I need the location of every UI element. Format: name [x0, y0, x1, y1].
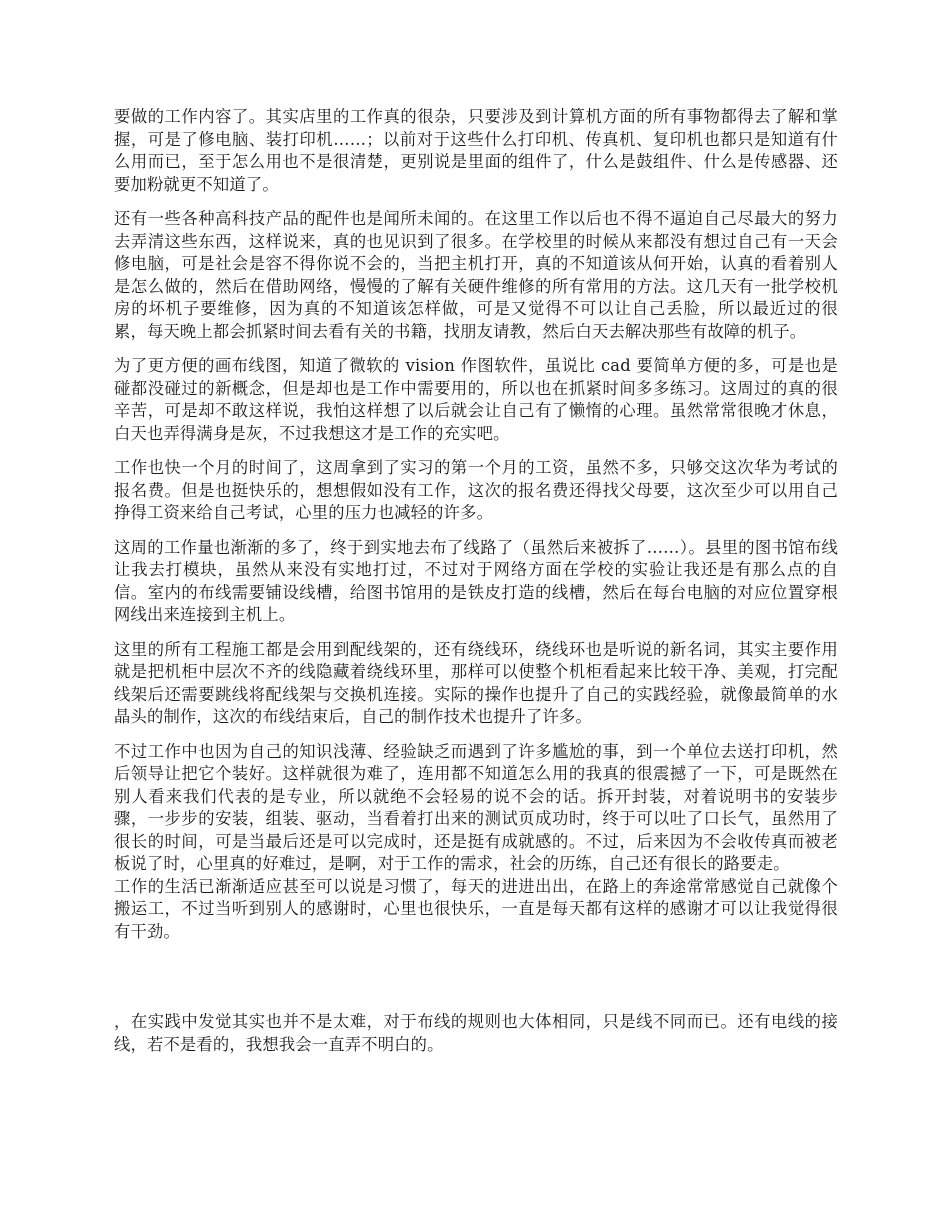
paragraph-8: 工作的生活已渐渐适应甚至可以说是习惯了，每天的进进出出，在路上的奔途常常感觉自己就像个搬运工，不过当听到别人的感谢时，心里也很快乐，一直是每天都有这样的感谢才可以让我觉得很有干劲。 — [114, 876, 838, 941]
document-page — [114, 106, 838, 1068]
paragraph-9: ，在实践中发觉其实也并不是太难，对于布线的规则也大体相同，只是线不同而已。还有电线的接线，若不是看的，我想我会一直弄不明白的。 — [114, 1012, 838, 1054]
paragraph-2: 还有一些各种高科技产品的配件也是闻所未闻的。在这里工作以后也不得不逼迫自己尽最大的努力去弄清这些东西，这样说来，真的也见识到了很多。在学校里的时候从来都没有想过自己有一天会修电脑，可是社会是容不得你说不会的，当把主机打开，真的不知道该从何开始，认真的看着别人是怎么做的，然后在借助网络，慢慢的了解有关硬件维修的所有常用的方法。这几天有一批学校机房的坏机子要维修，因为真的不知道该怎样做，可是又觉得不可以让自己丢脸，所以最近过的很累，每天晚上都会抓紧时间去看有关的书籍，找朋友请教，然后白天去解决那些有故障的机子。 — [114, 209, 838, 341]
paragraph-5: 这周的工作量也渐渐的多了，终于到实地去布了线路了（虽然后来被拆了……）。县里的图书馆布线让我去打模块，虽然从来没有实地打过，不过对于网络方面在学校的实验让我还是有那么点的自信。室内的布线需要铺设线槽，给图书馆用的是铁皮打造的线槽，然后在每台电脑的对应位置穿根网线出来连接到主机上。 — [114, 537, 838, 624]
paragraph-7: 不过工作中也因为自己的知识浅薄、经验缺乏而遇到了许多尴尬的事，到一个单位去送打印机，然后领导让把它个装好。这样就很为难了，连用都不知道怎么用的我真的很震撼了一下，可是既然在别人看来我们代表的是专业，所以就绝不会轻易的说不会的话。拆开封装，对着说明书的安装步骤，一步步的安装，组装、驱动，当看着打出来的测试页成功时，终于可以吐了口长气，虽然用了很长的时间，可是当最后还是可以完成时，还是挺有成就感的。不过，后来因为不会收传真而被老板说了时，心里真的好难过，是啊，对于工作的需求，社会的历练，自己还有很长的路要走。 — [114, 741, 838, 873]
paragraph-3: 为了更方便的画布线图，知道了微软的 vision 作图软件，虽说比 cad 要简单方便的多，可是也是碰都没碰过的新概念，但是却也是工作中需要用的，所以也在抓紧时间多多练习。这周过的真的很辛苦，可是却不敢这样说，我怕这样想了以后就会让自己有了懒惰的心理。虽然常常很晚才休息，白天也弄得满身是灰，不过我想这才是工作的充实吧。 — [114, 356, 838, 443]
blank-space — [114, 955, 838, 1011]
paragraph-1: 要做的工作内容了。其实店里的工作真的很杂，只要涉及到计算机方面的所有事物都得去了解和掌握，可是了修电脑、装打印机……；以前对于这些什么打印机、传真机、复印机也都只是知道有什么用而已，至于怎么用也不是很清楚，更别说是里面的组件了，什么是鼓组件、什么是传感器、还要加粉就更不知道了。 — [114, 107, 838, 194]
paragraph-4: 工作也快一个月的时间了，这周拿到了实习的第一个月的工资，虽然不多，只够交这次华为考试的报名费。但是也挺快乐的，想想假如没有工作，这次的报名费还得找父母要，这次至少可以用自己挣得工资来给自己考试，心里的压力也减轻的许多。 — [114, 458, 838, 522]
paragraph-6: 这里的所有工程施工都是会用到配线架的，还有绕线环，绕线环也是听说的新名词，其实主要作用就是把机柜中层次不齐的线隐藏着绕线环里，那样可以使整个机柜看起来比较干净、美观，打完配线架后还需要跳线将配线架与交换机连接。实际的操作也提升了自己的实践经验，就像最简单的水晶头的制作，这次的布线结束后，自己的制作技术也提升了许多。 — [114, 639, 838, 726]
